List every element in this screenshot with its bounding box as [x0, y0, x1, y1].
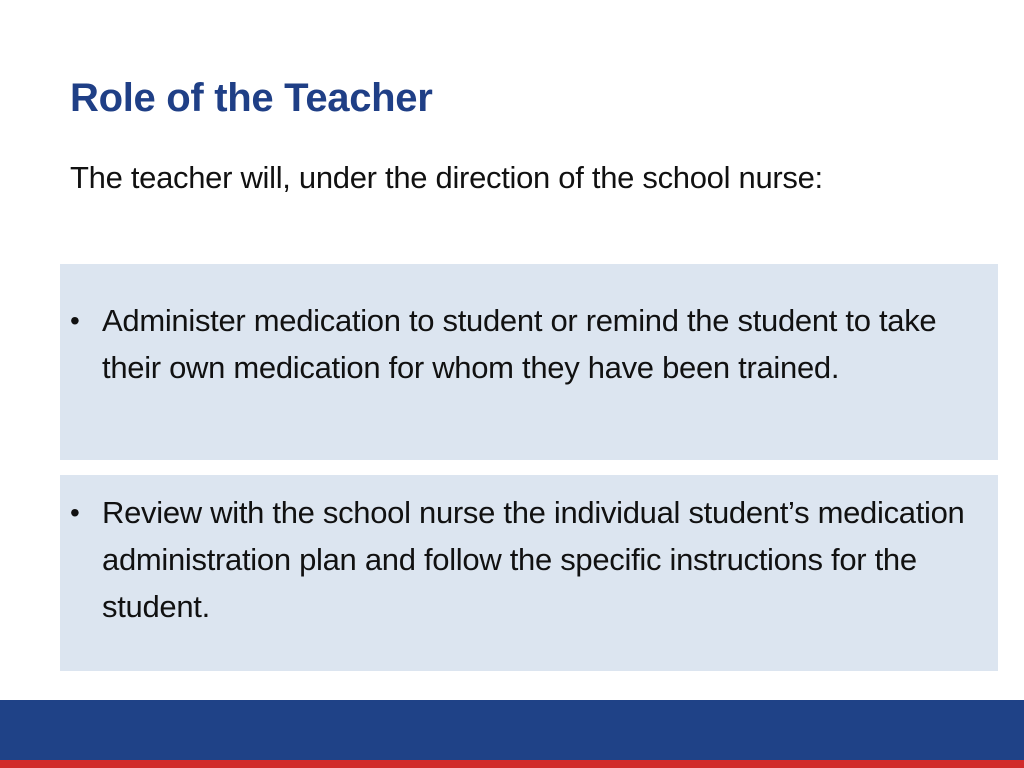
slide-title: Role of the Teacher	[70, 76, 433, 120]
bullet-marker: •	[70, 497, 80, 528]
bullet-item	[70, 489, 978, 630]
footer-bar	[0, 700, 1024, 760]
intro-text: The teacher will, under the direction of the school nurse:	[70, 160, 823, 195]
bullet-text: Administer medication to student or remind the student to take their own medication for whom they have been trained.	[102, 303, 937, 385]
bullet-box-2	[60, 475, 998, 671]
bullet-text: Review with the school nurse the individual student’s medication administration plan and follow the specific instructions for the student.	[102, 495, 965, 624]
bullet-box-1	[60, 264, 998, 460]
footer-stripe	[0, 760, 1024, 768]
bullet-item	[70, 297, 978, 391]
bullet-marker: •	[70, 305, 80, 336]
